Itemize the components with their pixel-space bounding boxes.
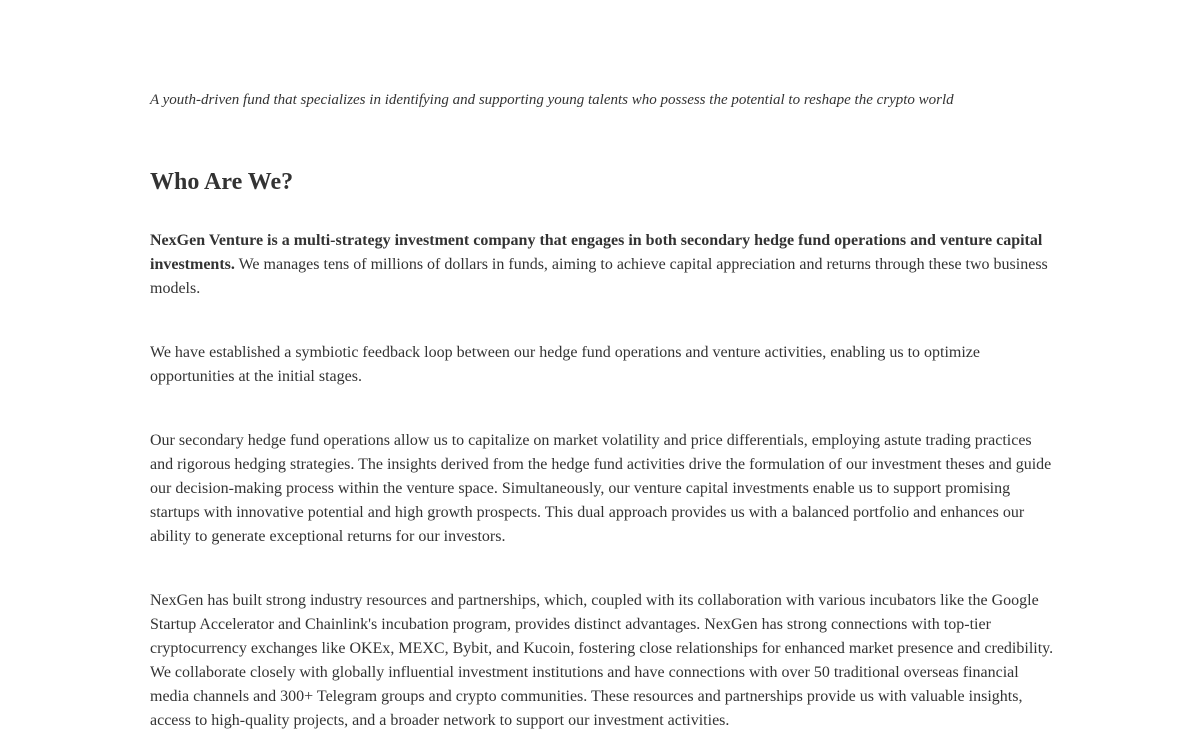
- paragraph-feedback-loop: We have established a symbiotic feedback loop between our hedge fund operations and venture activities, enabling us to optimize opportunities at the initial stages.: [150, 344, 981, 385]
- intro-rest: We manages tens of millions of dollars in funds, aiming to achieve capital appreciation and returns through these two business models.: [150, 256, 1048, 297]
- paragraph-hedge-fund: Our secondary hedge fund operations allow us to capitalize on market volatility and price differentials, employing astute trading practices and rigorous hedging strategies. The insights derived from the hedge fund activities drive the formulation of our investment theses and guide our decision-making process within the venture space. Simultaneously, our venture capital investments enable us to support promising startups with innovative potential and high growth prospects. This dual approach provides us with a balanced portfolio and enhances our ability to generate exceptional returns for our investors.: [150, 432, 1052, 545]
- paragraph-partnerships: NexGen has built strong industry resources and partnerships, which, coupled with its collaboration with various incubators like the Google Startup Accelerator and Chainlink's incubation program, provides distinct advantages. NexGen has strong connections with top-tier cryptocurrency exchanges like OKEx, MEXC, Bybit, and Kucoin, fostering close relationships for enhanced market presence and credibility. We collaborate closely with globally influential investment institutions and have connections with over 50 traditional overseas financial media channels and 300+ Telegram groups and crypto communities. These resources and partnerships provide us with valuable insights, access to high-quality projects, and a broader network to support our investment activities.: [150, 592, 1054, 729]
- paragraph-intro: [150, 229, 1055, 301]
- tagline: A youth-driven fund that specializes in identifying and supporting young talents who possess the potential to reshape the crypto world: [150, 92, 954, 108]
- section-heading: Who Are We?: [150, 169, 294, 195]
- intro-bold-lead: NexGen Venture is a multi-strategy investment company that engages in both secondary hedge fund operations and venture capital investments.: [150, 232, 1043, 273]
